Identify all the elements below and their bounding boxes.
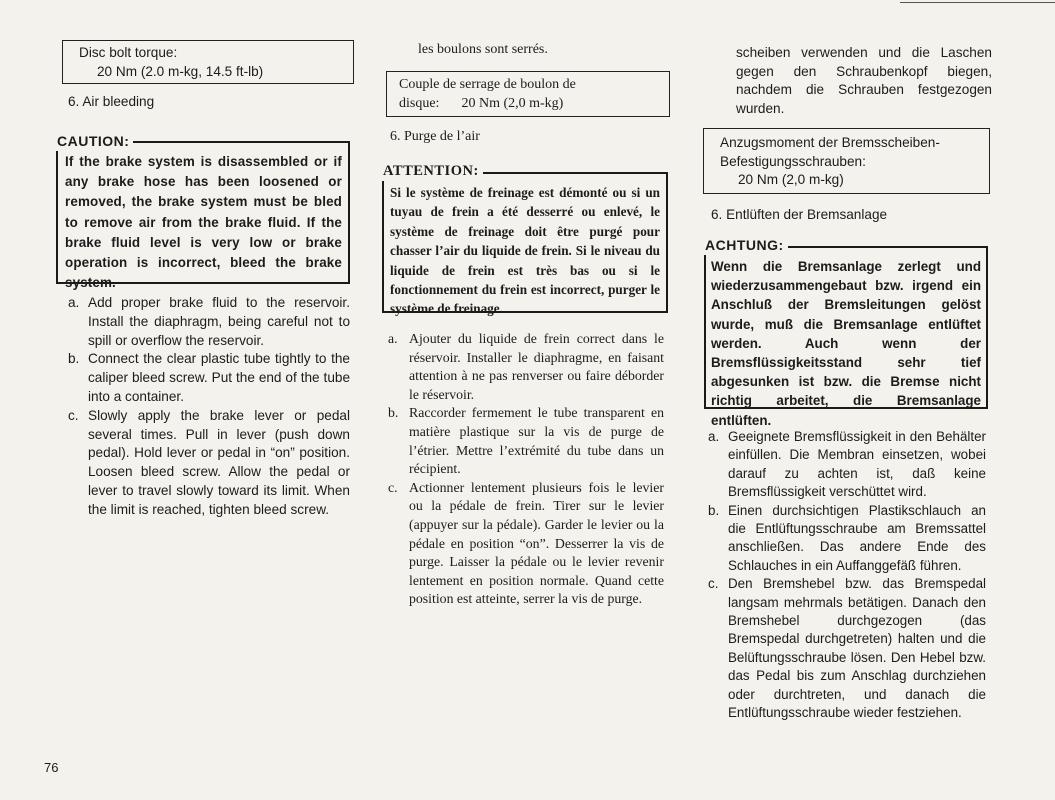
english-torque-value: 20 Nm (2.0 m-kg, 14.5 ft-lb) [97, 63, 264, 79]
german-torque-value: 20 Nm (2,0 m-kg) [738, 172, 844, 187]
english-steps [68, 294, 350, 520]
page-number: 76 [44, 760, 59, 775]
english-caution-title: CAUTION: [55, 131, 133, 151]
german-torque-label-2: Befestigungsschrauben: [720, 153, 866, 169]
english-step-b: b. Connect the clear plastic tube tightly to the caliper bleed screw. Put the end of the tube into a container. [68, 351, 350, 404]
english-caution-text: If the brake system is disassembled or if any brake hose has been loosened or removed, the brake system must be bled to remove air from the brake fluid. If the brake fluid level is very low or brake operation is incorrect, bleed the brake system. [65, 154, 342, 291]
german-steps [708, 428, 986, 723]
german-caution-text: Wenn die Bremsanlage zerlegt und wiederzusammengebaut bzw. irgend ein Anschluß der Bremsleitungen gelöst wurde, muß die Bremsanlage entlüftet werden. Auch wenn der Bremsflüssigkeitsstand sehr tief abgesunken ist bzw. die Bremse nicht richtig arbeitet, die Bremsanlage entlüften. [711, 259, 981, 428]
german-step-c: c. Den Bremshebel bzw. das Bremspedal langsam mehrmals betätigen. Danach den Bremshebel durchgezogen (das Bremspedal durchgetreten) halten und die Belüftungsschraube lösen. Den Hebel bzw. das Pedal bis zum Anschlag durchziehen oder durchtreten, und danach die Entlüftungsschraube wieder festziehen. [708, 576, 986, 721]
french-caution-title: ATTENTION: [381, 162, 483, 181]
french-torque-box [386, 71, 670, 117]
german-torque-box [703, 128, 990, 194]
french-caution-text: Si le système de freinage est démonté ou si un tuyau de frein a été desserré ou enlevé, le système de freinage doit être purgé pour chasser l’air du liquide de frein. Si le niveau du liquide de frein est très bas ou si le fonctionnement du frein est incorrect, purger le système de freinage. [390, 185, 660, 317]
french-torque-line2: disque: 20 Nm (2,0 m-kg) [399, 96, 564, 111]
german-caution-title: ACHTUNG: [703, 236, 788, 255]
german-section-title: 6. Entlüften der Bremsanlage [711, 207, 888, 222]
german-torque-label-1: Anzugsmoment der Bremsscheiben- [720, 135, 940, 150]
french-step-a: a. Ajouter du liquide de frein correct dans le réservoir. Installer le diaphragme, en faisant attention à ne pas renverser ou faire déborder le réservoir. [388, 331, 664, 402]
french-torque-label: Couple de serrage de boulon de [399, 77, 576, 92]
english-caution-box [56, 133, 350, 291]
english-section-title: 6. Air bleeding [68, 94, 155, 109]
german-intro: scheiben verwenden und die Laschen gegen den Schraubenkopf biegen, nachdem die Schrauben festgezogen wurden. [736, 45, 992, 116]
french-steps [388, 330, 664, 609]
top-edge-line [900, 2, 1055, 3]
german-caution-box [704, 237, 988, 428]
english-torque-box [62, 40, 354, 84]
french-section-title: 6. Purge de l’air [390, 129, 480, 144]
german-step-b: b. Einen durchsichtigen Plastikschlauch an die Entlüftungsschraube am Bremssattel anschließen. Das andere Ende des Schlauches in ein Auffanggefäß führen. [708, 502, 986, 573]
german-step-a: a. Geeignete Bremsflüssigkeit in den Behälter einfüllen. Die Membran einsetzen, wobei darauf zu achten ist, daß keine Bremsflüssigkeit verschüttet wird. [708, 429, 986, 500]
french-intro: les boulons sont serrés. [418, 42, 548, 57]
english-step-c: c. Slowly apply the brake lever or pedal several times. Pull in lever (push down pedal). Hold lever or pedal in “on” position. Loosen bleed screw. Allow the pedal or lever to travel slowly toward its limit. When the limit is reached, tighten bleed screw. [68, 407, 350, 517]
french-step-c: c. Actionner lentement plusieurs fois le levier ou la pédale de frein. Tirer sur le levier (appuyer sur la pédale). Garder le levier ou la pédale en position “on”. Desserrer la vis de purge. Laisser la pédale ou le levier revenir lentement en position normale. Quand cette position est atteinte, serrer la vis de purge. [388, 479, 664, 607]
french-caution-box [382, 163, 668, 317]
english-step-a: a. Add proper brake fluid to the reservoir. Install the diaphragm, being careful not to spill or overflow the reservoir. [68, 295, 350, 348]
french-step-b: b. Raccorder fermement le tube transparent en matière plastique sur la vis de purge de l’étrier. Mettre l’extrémité du tube dans un récipient. [388, 405, 664, 477]
english-torque-label: Disc bolt torque: [79, 45, 178, 60]
